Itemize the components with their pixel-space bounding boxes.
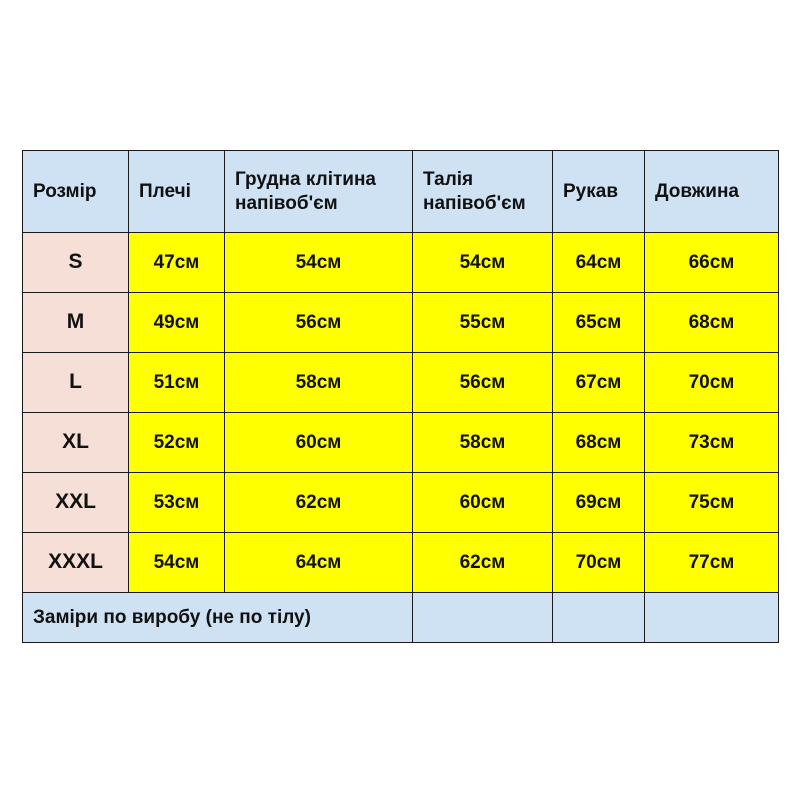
cell-shoulders: 51см — [129, 353, 225, 413]
footer-blank-sleeve — [553, 593, 645, 643]
table-header — [23, 151, 779, 233]
cell-waist: 56см — [413, 353, 553, 413]
footer-blank-waist — [413, 593, 553, 643]
cell-chest: 54см — [225, 233, 413, 293]
header-size: Розмір — [23, 151, 129, 233]
cell-shoulders: 52см — [129, 413, 225, 473]
measurement-note: Заміри по виробу (не по тілу) — [23, 593, 413, 643]
cell-length: 70см — [645, 353, 779, 413]
cell-shoulders: 54см — [129, 533, 225, 593]
cell-waist: 60см — [413, 473, 553, 533]
size-chart-container — [22, 150, 778, 643]
cell-chest: 64см — [225, 533, 413, 593]
header-sleeve: Рукав — [553, 151, 645, 233]
cell-shoulders: 53см — [129, 473, 225, 533]
table-row — [23, 293, 779, 353]
cell-sleeve: 64см — [553, 233, 645, 293]
table-row — [23, 473, 779, 533]
table-row — [23, 233, 779, 293]
cell-length: 77см — [645, 533, 779, 593]
size-label: XL — [23, 413, 129, 473]
cell-waist: 55см — [413, 293, 553, 353]
cell-waist: 58см — [413, 413, 553, 473]
cell-length: 75см — [645, 473, 779, 533]
footer-row — [23, 593, 779, 643]
cell-sleeve: 68см — [553, 413, 645, 473]
size-chart-table — [22, 150, 779, 643]
size-label: XXL — [23, 473, 129, 533]
cell-waist: 54см — [413, 233, 553, 293]
table-row — [23, 353, 779, 413]
table-footer — [23, 593, 779, 643]
cell-waist: 62см — [413, 533, 553, 593]
header-waist: Талія напівоб'єм — [413, 151, 553, 233]
header-length: Довжина — [645, 151, 779, 233]
cell-length: 73см — [645, 413, 779, 473]
header-row — [23, 151, 779, 233]
table-row — [23, 533, 779, 593]
cell-length: 66см — [645, 233, 779, 293]
cell-chest: 56см — [225, 293, 413, 353]
header-shoulders: Плечі — [129, 151, 225, 233]
table-row — [23, 413, 779, 473]
cell-sleeve: 67см — [553, 353, 645, 413]
cell-length: 68см — [645, 293, 779, 353]
size-label: XXXL — [23, 533, 129, 593]
cell-sleeve: 65см — [553, 293, 645, 353]
cell-shoulders: 49см — [129, 293, 225, 353]
cell-chest: 62см — [225, 473, 413, 533]
size-label: S — [23, 233, 129, 293]
cell-sleeve: 69см — [553, 473, 645, 533]
cell-chest: 58см — [225, 353, 413, 413]
size-label: M — [23, 293, 129, 353]
cell-shoulders: 47см — [129, 233, 225, 293]
footer-blank-length — [645, 593, 779, 643]
table-body — [23, 233, 779, 593]
cell-sleeve: 70см — [553, 533, 645, 593]
size-label: L — [23, 353, 129, 413]
header-chest: Грудна клітина напівоб'єм — [225, 151, 413, 233]
cell-chest: 60см — [225, 413, 413, 473]
